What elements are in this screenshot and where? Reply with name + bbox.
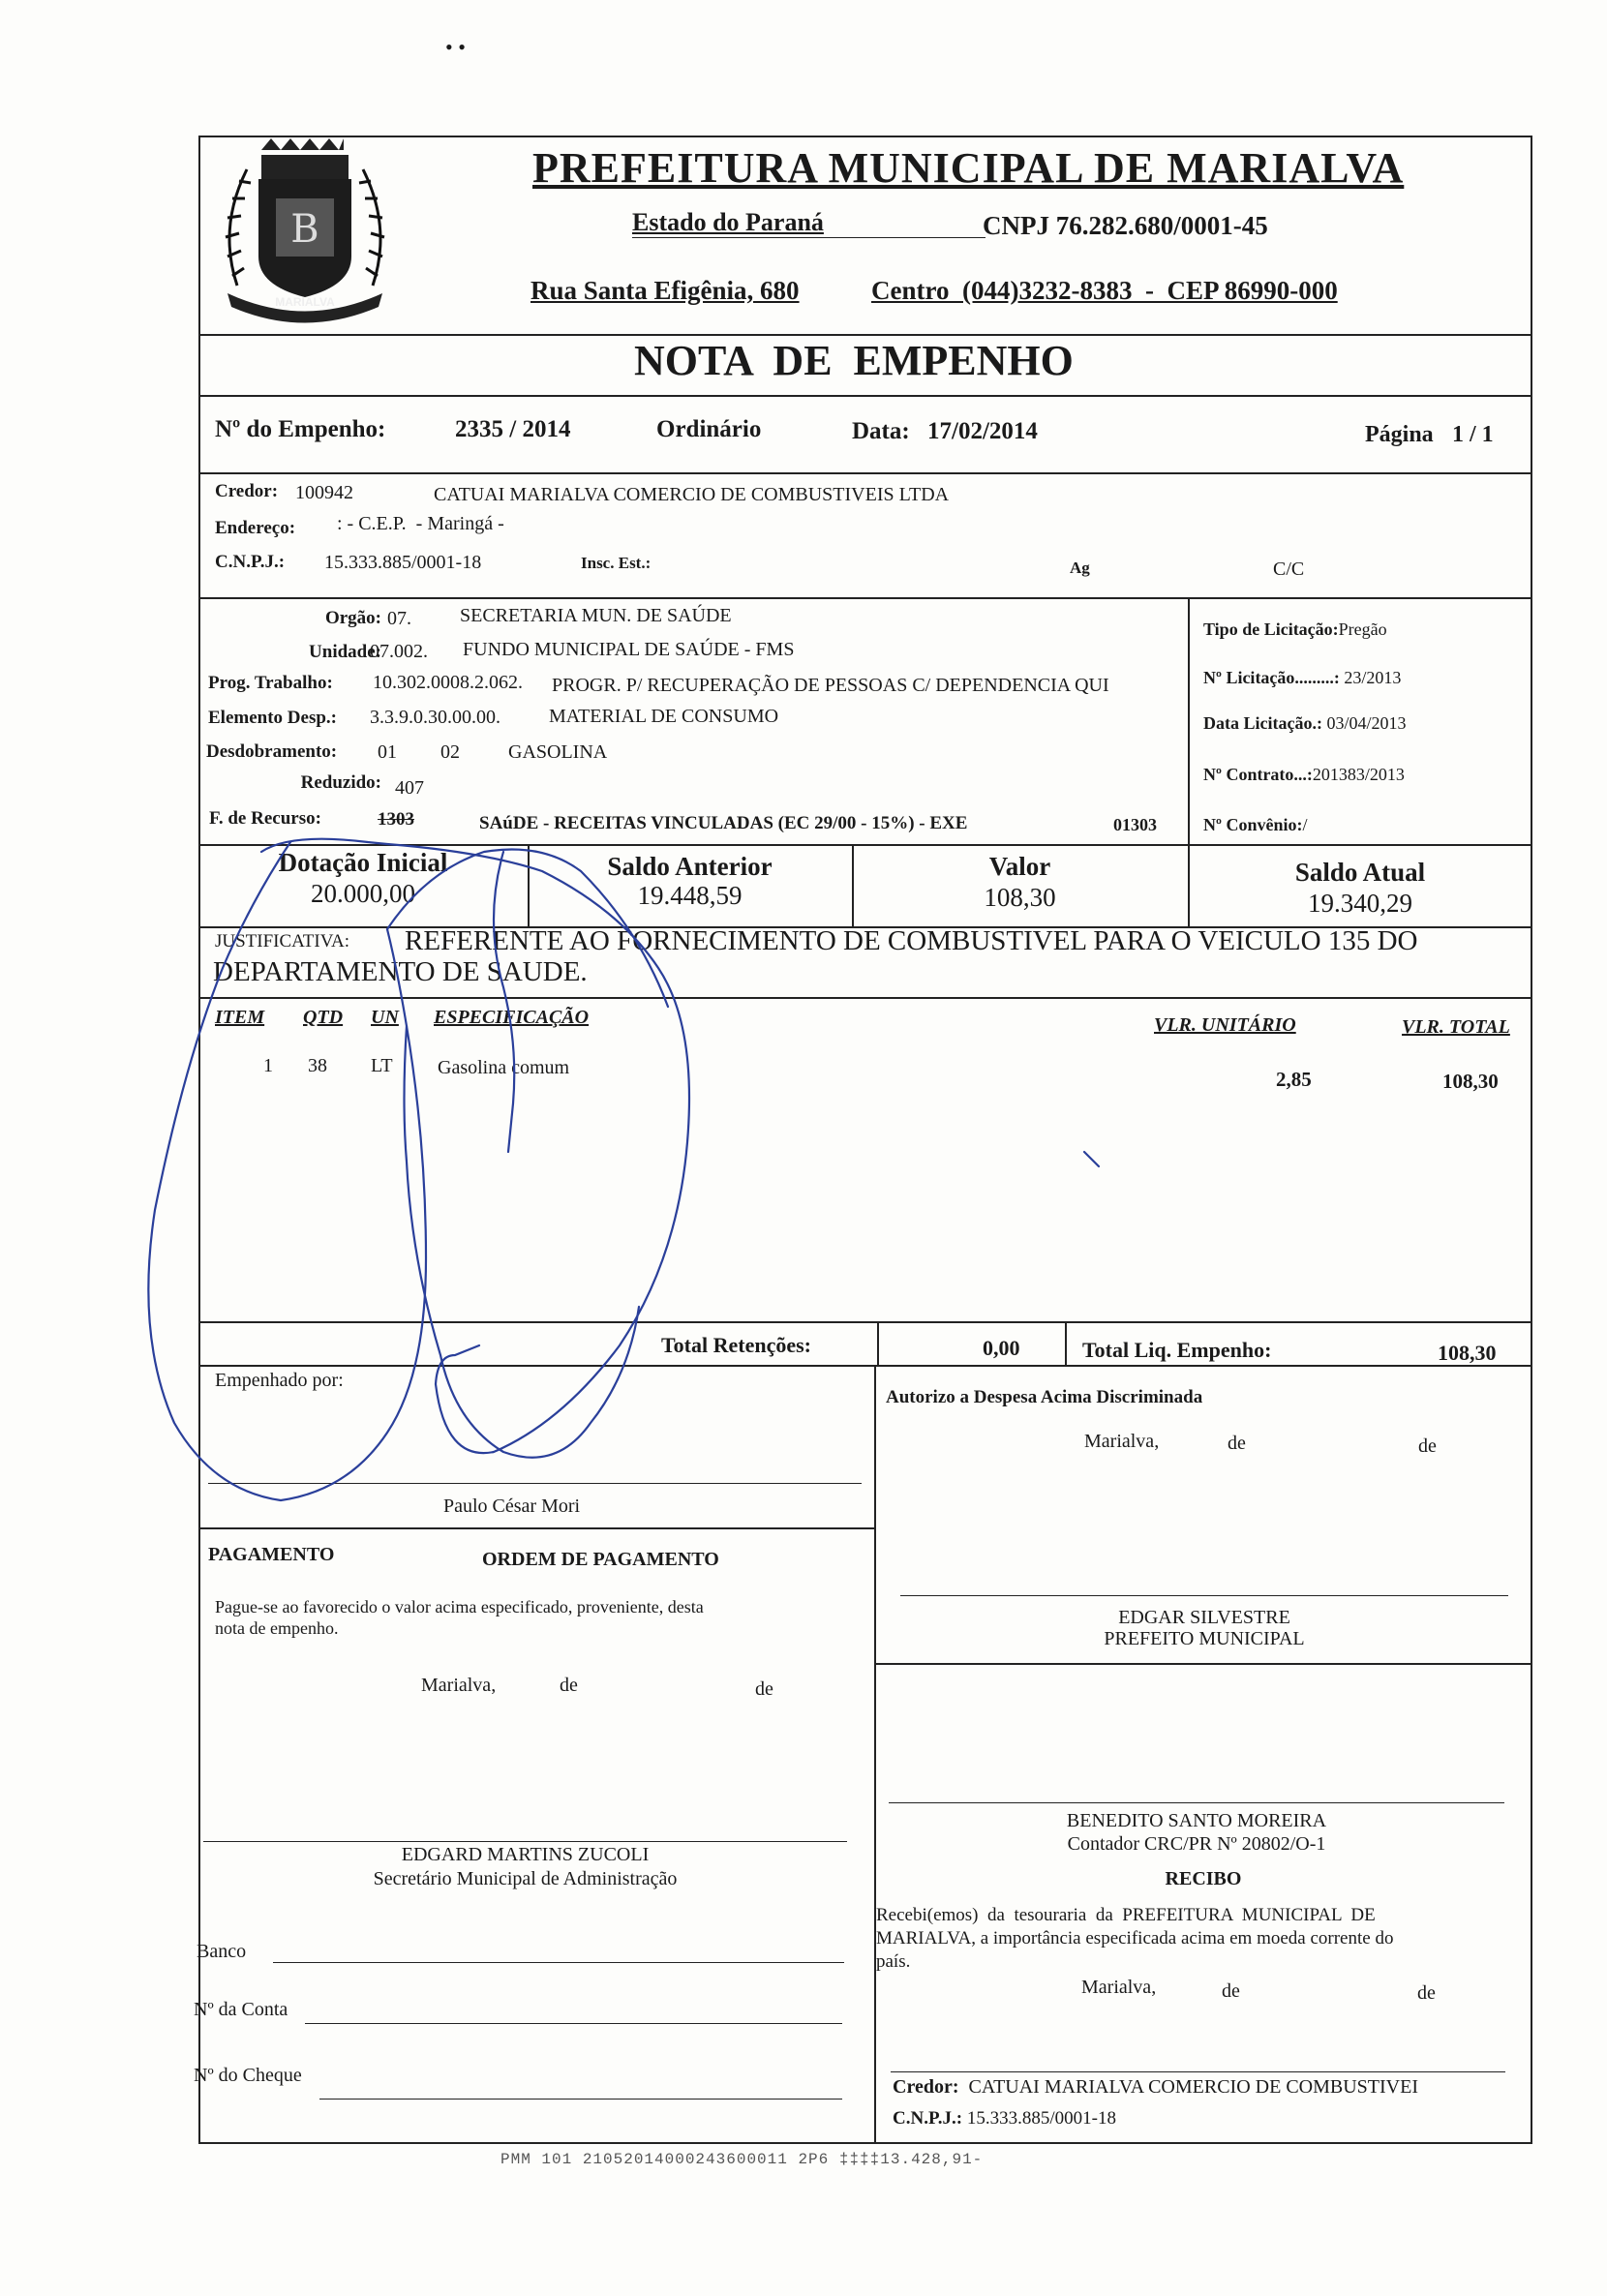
divider — [877, 1321, 879, 1365]
contrato-value: 201383/2013 — [1312, 765, 1405, 784]
cc-label: C/C — [1273, 559, 1305, 580]
unidade-code: 07.002. — [370, 641, 428, 662]
justificativa-line2: DEPARTAMENTO DE SAUDE. — [213, 956, 588, 987]
cnpj-value: 15.333.885/0001-18 — [324, 552, 482, 573]
licitacao-date — [1203, 713, 1406, 734]
scan-marks: • • — [445, 35, 466, 59]
pagamento-texto2: nota de empenho. — [215, 1618, 339, 1638]
elemento-code: 3.3.9.0.30.00.00. — [370, 707, 500, 728]
autorizo-de2: de — [1418, 1435, 1437, 1457]
recibo-texto2: MARIALVA, a importância especificada acima em moeda corrente do — [876, 1928, 1394, 1949]
credor-code: 100942 — [295, 482, 353, 503]
signature-line — [900, 1595, 1508, 1596]
doc-title: NOTA DE EMPENHO — [634, 337, 1074, 384]
orgao-code: 07. — [387, 608, 411, 629]
header-underline-estado — [632, 237, 985, 238]
page-number: 1 / 1 — [1452, 422, 1494, 447]
orgao-label: Orgão: — [324, 608, 381, 628]
secretario-nome: EDGARD MARTINS ZUCOLI — [401, 1844, 650, 1865]
divider — [198, 997, 1532, 999]
col-header-vlr-unit: VLR. UNITÁRIO — [1154, 1014, 1296, 1036]
row-espec: Gasolina comum — [438, 1057, 570, 1078]
signature-line — [889, 1802, 1504, 1803]
empenho-date: 17/02/2014 — [927, 418, 1038, 444]
recurso-desc: SAúDE - RECEITAS VINCULADAS (EC 29/00 - 15%) - EXE — [479, 813, 968, 833]
pagamento-de2: de — [755, 1678, 773, 1700]
empenho-number: 2335 / 2014 — [455, 416, 571, 442]
conta-field[interactable] — [305, 2023, 842, 2024]
row-vlr-unit: 2,85 — [1276, 1068, 1312, 1091]
orgao-desc: SECRETARIA MUN. DE SAÚDE — [460, 605, 732, 626]
signature-line — [891, 2071, 1505, 2072]
reduzido-label: Reduzido: — [300, 772, 381, 793]
secretario-cargo: Secretário Municipal de Administração — [373, 1868, 678, 1889]
endereco-value: : - C.E.P. - Maringá - — [337, 513, 504, 534]
empenhado-nome: Paulo César Mori — [443, 1495, 581, 1517]
prog-code: 10.302.0008.2.062. — [373, 672, 523, 693]
header-endereco: Rua Santa Efigênia, 680 — [531, 276, 800, 305]
pagamento-label: PAGAMENTO — [208, 1544, 335, 1565]
cheque-label: Nº do Cheque — [194, 2065, 302, 2086]
valor-value: 108,30 — [984, 883, 1056, 912]
desdobramento-a: 01 — [378, 741, 397, 763]
recibo-label: RECIBO — [1165, 1868, 1242, 1889]
dotacao-value: 20.000,00 — [311, 879, 415, 908]
reduzido-value: 407 — [395, 777, 424, 799]
divider — [198, 844, 1532, 846]
row-item: 1 — [263, 1055, 273, 1076]
divider — [1188, 597, 1190, 844]
prog-label: Prog. Trabalho: — [208, 673, 333, 693]
licitacao-type-label: Tipo de Licitação: — [1203, 619, 1339, 639]
recibo-cnpj — [893, 2108, 1116, 2130]
pagamento-de1: de — [560, 1675, 578, 1696]
credor-name: CATUAI MARIALVA COMERCIO DE COMBUSTIVEIS LTDA — [434, 484, 950, 505]
retencoes-value: 0,00 — [983, 1336, 1020, 1360]
endereco-label: Endereço: — [215, 518, 296, 538]
recibo-de2: de — [1417, 1982, 1436, 2004]
col-header-espec: ESPECIFICAÇÃO — [434, 1007, 590, 1028]
credor-label: Credor: — [215, 481, 279, 501]
convenio-value: / — [1302, 815, 1308, 834]
elemento-label: Elemento Desp.: — [208, 708, 337, 728]
empenho-number-label: Nº do Empenho: — [215, 416, 386, 442]
conta-label: Nº da Conta — [194, 1999, 288, 2020]
prefeito-nome: EDGAR SILVESTRE — [1118, 1607, 1290, 1628]
recurso-code: 1303 — [378, 809, 414, 830]
autorizo-city: Marialva, — [1084, 1431, 1160, 1452]
row-qtd: 38 — [308, 1055, 327, 1076]
divider — [874, 1663, 1532, 1665]
divider — [874, 1365, 876, 2144]
pagamento-city: Marialva, — [421, 1675, 497, 1696]
ordem-pagamento: ORDEM DE PAGAMENTO — [482, 1549, 719, 1570]
divider — [198, 1527, 874, 1529]
insc-label: Insc. Est.: — [581, 554, 652, 572]
autorizo-label: Autorizo a Despesa Acima Discriminada — [886, 1387, 1203, 1407]
banco-label: Banco — [197, 1941, 247, 1962]
empenhado-label: Empenhado por: — [215, 1370, 344, 1391]
row-vlr-total: 108,30 — [1442, 1070, 1499, 1093]
desdobramento-desc: GASOLINA — [508, 741, 608, 763]
desdobramento-b: 02 — [440, 741, 460, 763]
ag-label: Ag — [1070, 559, 1090, 577]
divider — [198, 1365, 1532, 1367]
justificativa-line1: REFERENTE AO FORNECIMENTO DE COMBUSTIVEL PARA O VEICULO 135 DO — [405, 925, 1418, 956]
elemento-desc: MATERIAL DE CONSUMO — [549, 706, 779, 727]
recibo-credor-label: Credor: — [893, 2076, 959, 2098]
contrato-label: Nº Contrato...: — [1203, 765, 1313, 784]
liq-label: Total Liq. Empenho: — [1082, 1338, 1272, 1362]
unidade-label: Unidade: — [309, 642, 381, 662]
saldo-anterior-label: Saldo Anterior — [607, 852, 773, 881]
contador-crc: Contador CRC/PR Nº 20802/O-1 — [1067, 1833, 1326, 1855]
cnpj-label: C.N.P.J.: — [215, 552, 286, 572]
signature-line — [203, 1841, 847, 1842]
divider — [1065, 1321, 1067, 1365]
banco-field[interactable] — [273, 1962, 844, 1963]
licitacao-date-value: 03/04/2013 — [1326, 713, 1407, 733]
col-header-item: ITEM — [215, 1007, 265, 1028]
desdobramento-label: Desdobramento: — [206, 741, 338, 762]
recibo-cnpj-label: C.N.P.J.: — [893, 2108, 963, 2129]
licitacao-number — [1203, 668, 1401, 688]
recibo-city: Marialva, — [1081, 1977, 1157, 1998]
retencoes-label: Total Retenções: — [661, 1333, 811, 1357]
recibo-cnpj-value: 15.333.885/0001-18 — [966, 2108, 1116, 2129]
recibo-credor-value: CATUAI MARIALVA COMERCIO DE COMBUSTIVEI — [968, 2076, 1418, 2098]
saldo-atual-label: Saldo Atual — [1294, 858, 1426, 887]
recibo-credor — [893, 2076, 1418, 2099]
divider — [198, 1321, 1532, 1323]
licitacao-number-label: Nº Licitação.........: — [1203, 668, 1340, 687]
recibo-de1: de — [1222, 1980, 1240, 2002]
convenio — [1203, 815, 1307, 835]
liq-value: 108,30 — [1438, 1341, 1497, 1365]
prog-desc: PROGR. P/ RECUPERAÇÃO DE PESSOAS C/ DEPENDENCIA QUI — [552, 675, 1109, 696]
col-header-un: UN — [371, 1007, 399, 1028]
justificativa-label: JUSTIFICATIVA: — [215, 931, 350, 952]
recibo-texto3: país. — [876, 1951, 911, 1972]
header-estado: Estado do Paraná — [632, 208, 824, 236]
header-title: PREFEITURA MUNICIPAL DE MARIALVA — [532, 144, 1405, 192]
svg-text:B: B — [290, 207, 319, 252]
row-un: LT — [371, 1055, 393, 1076]
prefeito-cargo: PREFEITO MUNICIPAL — [1104, 1628, 1305, 1649]
saldo-anterior-value: 19.448,59 — [637, 881, 743, 910]
convenio-label: Nº Convênio: — [1203, 815, 1303, 834]
col-header-vlr-total: VLR. TOTAL — [1402, 1016, 1510, 1038]
divider — [198, 395, 1532, 397]
pagamento-texto1: Pague-se ao favorecido o valor acima especificado, proveniente, desta — [215, 1597, 704, 1616]
recurso-num: 01303 — [1113, 815, 1157, 834]
crest-icon — [208, 131, 402, 324]
header-cnpj: CNPJ 76.282.680/0001-45 — [983, 211, 1268, 240]
cheque-field[interactable] — [319, 2099, 842, 2100]
page-label: Página — [1365, 422, 1434, 447]
recibo-texto1: Recebi(emos) da tesouraria da PREFEITURA MUNICIPAL DE — [876, 1905, 1376, 1925]
empenho-type: Ordinário — [656, 416, 762, 442]
divider — [198, 597, 1532, 599]
crest-ribbon-text: MARIALVA — [275, 295, 335, 309]
autorizo-de1: de — [1228, 1433, 1246, 1454]
contrato — [1203, 765, 1405, 785]
empenho-date-label: Data: — [852, 418, 910, 444]
licitacao-type — [1203, 619, 1387, 640]
col-header-qtd: QTD — [303, 1007, 344, 1028]
recurso-label: F. de Recurso: — [209, 808, 321, 829]
signature-line — [208, 1483, 862, 1484]
dotacao-label: Dotação Inicial — [278, 848, 448, 877]
licitacao-number-value: 23/2013 — [1344, 668, 1402, 687]
unidade-desc: FUNDO MUNICIPAL DE SAÚDE - FMS — [463, 639, 795, 660]
contador-nome: BENEDITO SANTO MOREIRA — [1066, 1810, 1327, 1831]
saldo-atual-value: 19.340,29 — [1308, 889, 1412, 918]
header-bairro: Centro (044)3232-8383 - CEP 86990-000 — [871, 276, 1338, 305]
licitacao-type-value: Pregão — [1338, 619, 1387, 639]
divider — [198, 472, 1532, 474]
valor-label: Valor — [988, 852, 1051, 881]
licitacao-date-label: Data Licitação.: — [1203, 713, 1322, 733]
footer-code: PMM 101 21052014000243600011 2P6 ‡‡‡‡13.428,91- — [500, 2151, 984, 2168]
